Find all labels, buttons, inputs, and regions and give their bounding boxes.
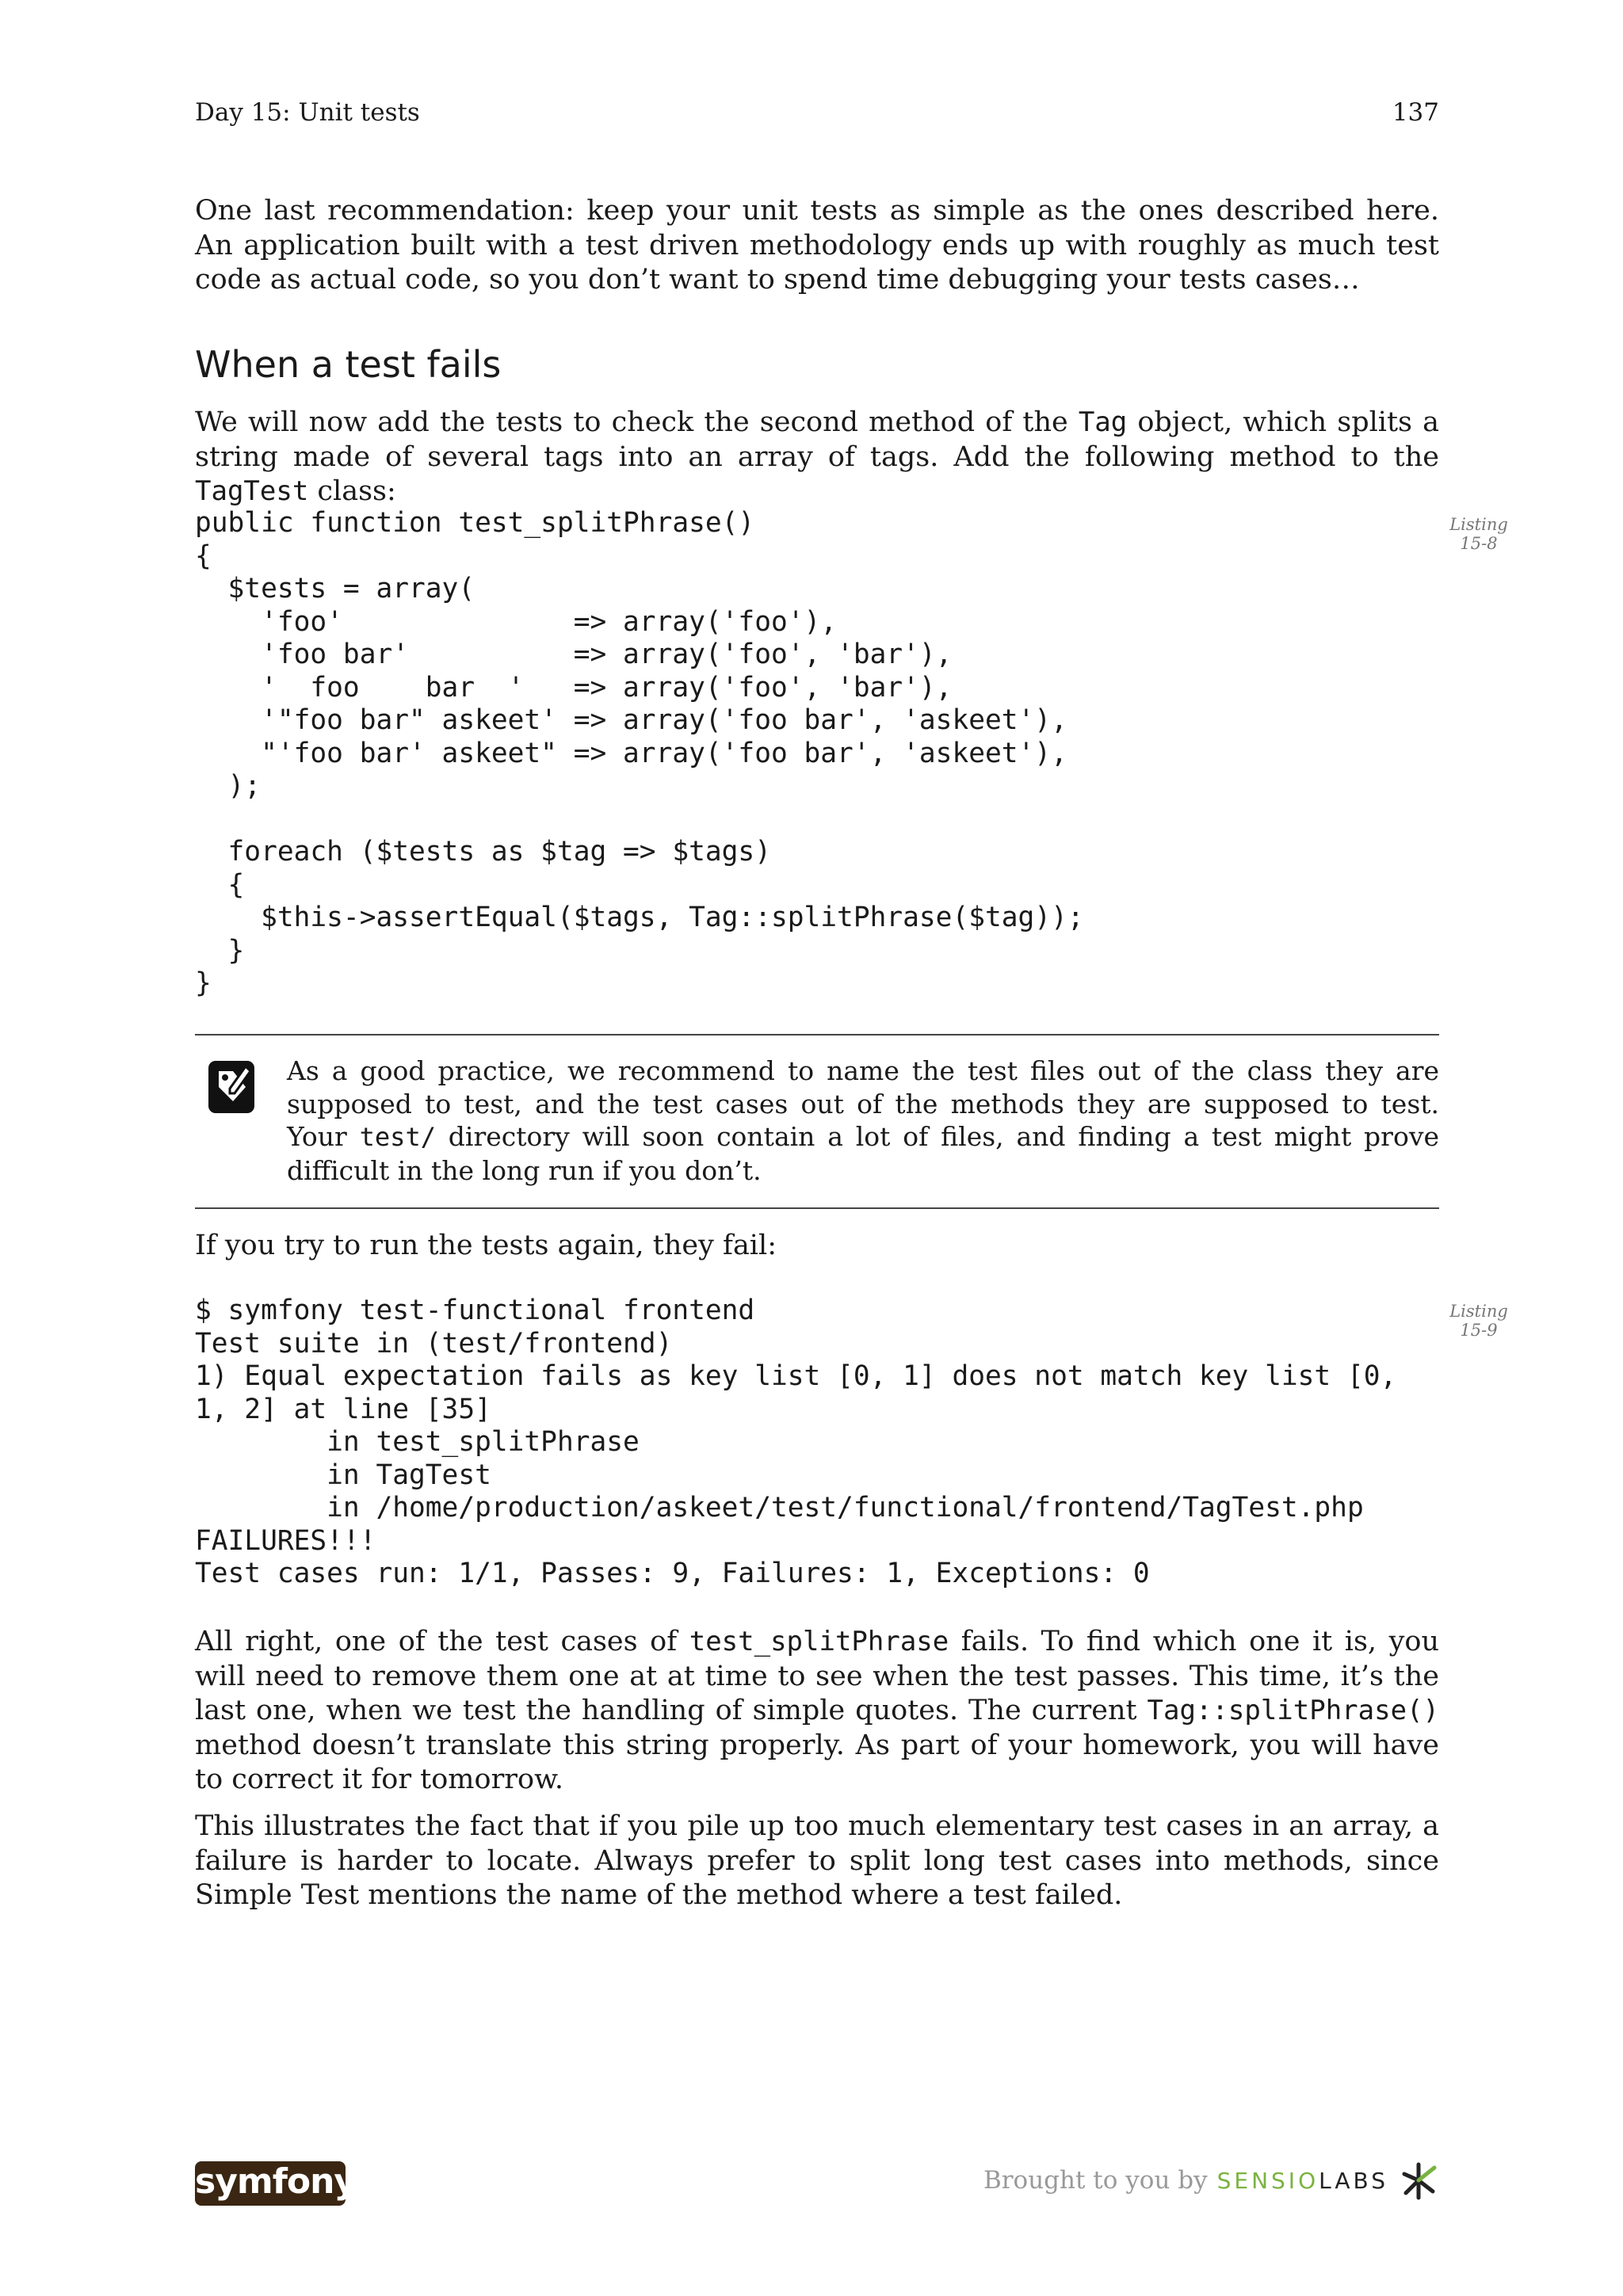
sensiolabs-logo (1217, 2168, 1388, 2194)
code-listing-15-9: $ symfony test-functional frontend Test suite in (test/frontend) 1) Equal expectation fails as key list [0, 1] does not match key list [0, 1, 2] at line [35] in test_splitPhrase in TagTest in /home/production/askeet/test/functional/frontend/TagTest.php FAILURES!!! Test cases run: 1/1, Passes: 9, Failures: 1, Exceptions: 0 (195, 1295, 1397, 1589)
text-run: object, which splits a string made of several tags into an array of tags. Add the following method to the (195, 406, 1439, 473)
text-run: All right, one of the test cases of (195, 1626, 689, 1657)
text-run: class: (308, 475, 396, 507)
inline-code-test-dir: test/ (359, 1122, 436, 1152)
brought-by-text: Brought to you by (983, 2166, 1208, 2195)
text-run: As a good practice, we recommend to name the test files out of the class they are supposed to test, and the test cases out of the methods they are supposed to test. Your (287, 1055, 1439, 1152)
page-number: 137 (1392, 98, 1439, 127)
note-bottom-rule (195, 1207, 1439, 1209)
text-run: We will now add the tests to check the second method of the (195, 406, 1079, 438)
footer-brand (983, 2160, 1439, 2201)
listing-label-word: Listing (1449, 515, 1508, 534)
note-tag-icon (206, 1058, 257, 1116)
sensio-word: SENSIO (1216, 2167, 1319, 2194)
inline-code-splitphrase: Tag::splitPhrase() (1147, 1695, 1439, 1726)
text-run: method doesn’t translate this string properly. As part of your homework, you will have to correct it for tomorrow. (195, 1729, 1439, 1795)
paragraph-add-tests (195, 406, 1439, 509)
code-listing-15-8: public function test_splitPhrase() { $tests = array( 'foo' => array('foo'), 'foo bar' => array('foo', 'bar'), ' foo bar ' => array('foo', 'bar'), '"foo bar" askeet' => array('foo bar', 'askeet'), "'foo bar' askeet" => array('foo bar', 'askeet'), ); foreach ($tests as $tag => $tags) { $this->assertEqual($tags, Tag::splitPhrase($tag)); } } (195, 507, 1084, 999)
listing-label-number: 15-9 (1460, 1321, 1498, 1340)
paragraph-recommendation: One last recommendation: keep your unit tests as simple as the ones described here. An application built with a test driven methodology ends up with roughly as much test code as actual code, so you don’t want to spend time debugging your tests cases… (195, 195, 1439, 296)
listing-label-number: 15-8 (1460, 534, 1498, 553)
note-top-rule (195, 1034, 1439, 1035)
paragraph-run-again: If you try to run the tests again, they fail: (195, 1230, 777, 1261)
sensiolabs-star-icon (1398, 2160, 1439, 2201)
chapter-title: Day 15: Unit tests (195, 98, 420, 127)
note-text (287, 1055, 1439, 1187)
paragraph-test-fails (195, 1625, 1439, 1798)
section-heading: When a test fails (195, 343, 502, 386)
inline-code-tagtest: TagTest (195, 475, 309, 507)
inline-code-test-splitphrase: test_splitPhrase (689, 1626, 949, 1657)
text-run: fails. To find which one it is, you will need to remove them one at at time to see when the test passes. This time, it’s the last one, when we test the handling of simple quotes. The current (195, 1626, 1439, 1726)
labs-word: LABS (1319, 2167, 1388, 2194)
running-header (195, 97, 1439, 128)
text-run: directory will soon contain a lot of files, and finding a test might prove difficult in the long run if you don’t. (287, 1121, 1439, 1186)
inline-code-tag: Tag (1078, 406, 1128, 438)
listing-label-15-9 (1447, 1302, 1510, 1340)
listing-label-word: Listing (1449, 1302, 1508, 1321)
paragraph-illustrates: This illustrates the fact that if you pile up too much elementary test cases in an array, a failure is harder to locate. Always prefer to split long test cases into methods, since Simple Test mentions the name of the method where a test failed. (195, 1810, 1439, 1911)
symfony-logo: symfony (195, 2161, 346, 2206)
listing-label-15-8 (1447, 515, 1510, 553)
